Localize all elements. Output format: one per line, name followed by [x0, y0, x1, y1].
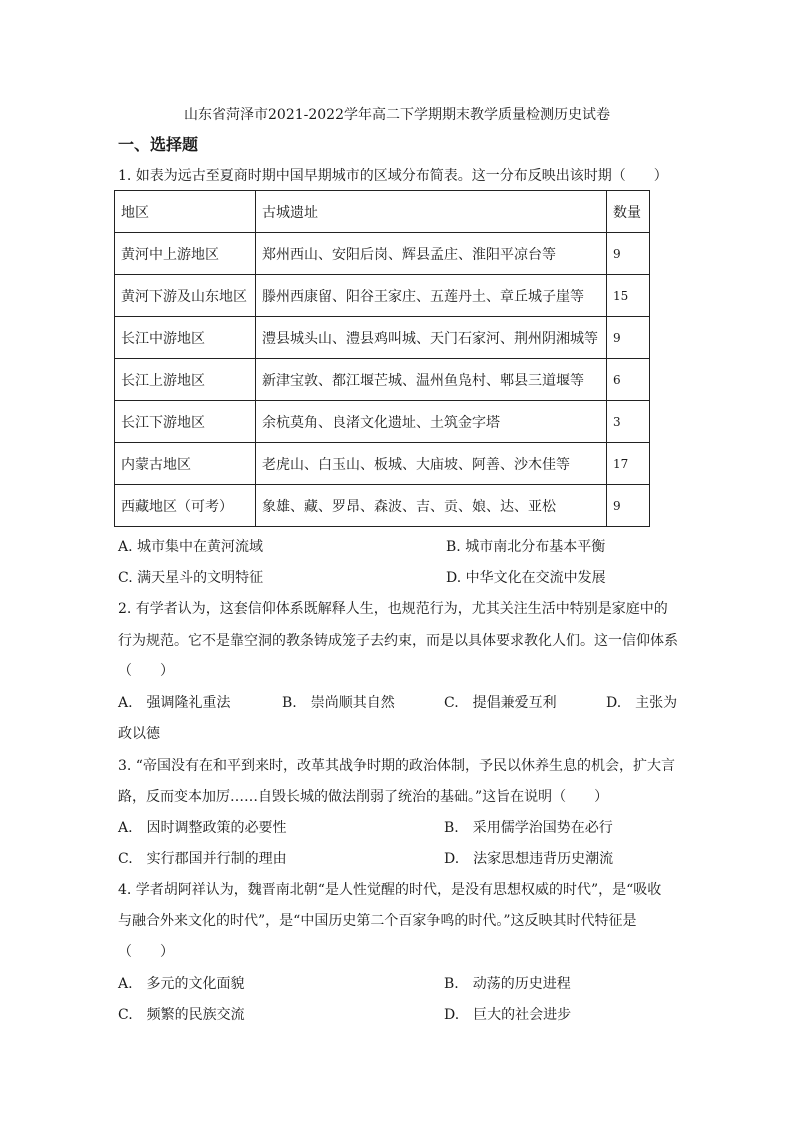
cell-count: 6 [607, 359, 650, 401]
q2-option-a: A. 强调隆礼重法 [118, 695, 231, 711]
q4-option-d: D. 巨大的社会进步 [444, 1007, 572, 1023]
city-distribution-table [114, 190, 650, 527]
cell-sites: 象雄、藏、罗昂、森波、吉、贡、娘、达、亚松 [256, 485, 607, 527]
cell-region: 长江上游地区 [115, 359, 256, 401]
q2-option-d: D. 主张为 [606, 695, 678, 711]
q1-option-d: D. 中华文化在交流中发展 [446, 570, 606, 586]
q2-option-c: C. 提倡兼爱互利 [444, 695, 557, 711]
cell-region: 内蒙古地区 [115, 443, 256, 485]
q4-option-a: A. 多元的文化面貌 [118, 976, 245, 992]
cell-region: 西藏地区（可考） [115, 485, 256, 527]
q3-option-c: C. 实行郡国并行制的理由 [118, 851, 287, 867]
cell-count: 3 [607, 401, 650, 443]
section-heading: 一、选择题 [118, 135, 199, 154]
cell-region: 黄河中上游地区 [115, 233, 256, 275]
table-row [115, 233, 650, 275]
q4-stem-line2: 与融合外来文化的时代”，是“中国历史第二个百家争鸣的时代。”这反映其时代特征是 [118, 913, 637, 929]
q2-stem-line1: 2. 有学者认为，这套信仰体系既解释人生，也规范行为，尤其关注生活中特别是家庭中的 [118, 601, 668, 617]
table-row [115, 275, 650, 317]
q3-stem-line1: 3. “帝国没有在和平到来时，改革其战争时期的政治体制，予民以休养生息的机会，扩大言 [118, 758, 675, 774]
table-row [115, 317, 650, 359]
cell-sites: 滕州西康留、阳谷王家庄、五莲丹土、章丘城子崖等 [256, 275, 607, 317]
q1-option-b: B. 城市南北分布基本平衡 [446, 539, 606, 555]
cell-region: 长江下游地区 [115, 401, 256, 443]
table-row [115, 401, 650, 443]
cell-region: 长江中游地区 [115, 317, 256, 359]
q4-option-c: C. 频繁的民族交流 [118, 1007, 245, 1023]
cell-count: 9 [607, 233, 650, 275]
q2-option-d-wrap: 政以德 [118, 726, 160, 742]
table-row [115, 443, 650, 485]
cell-sites: 澧县城头山、澧县鸡叫城、天门石家河、荆州阴湘城等 [256, 317, 607, 359]
q2-answer-blank: （ ） [118, 663, 174, 679]
cell-count: 9 [607, 317, 650, 359]
q4-option-b: B. 动荡的历史进程 [444, 976, 571, 992]
q1-stem: 1. 如表为远古至夏商时期中国早期城市的区域分布简表。这一分布反映出该时期（ ） [118, 168, 668, 184]
cell-sites: 新津宝敦、都江堰芒城、温州鱼凫村、郫县三道堰等 [256, 359, 607, 401]
cell-count: 9 [607, 485, 650, 527]
q2-stem-line2: 行为规范。它不是靠空洞的教条铸成笼子去约束，而是以具体要求教化人们。这一信仰体系 [118, 633, 678, 649]
q3-stem-line2: 路，反而变本加厉……自毁长城的做法削弱了统治的基础。”这旨在说明（ ） [118, 789, 609, 805]
cell-sites: 余杭莫角、良渚文化遗址、土筑金字塔 [256, 401, 607, 443]
q1-option-a: A. 城市集中在黄河流域 [118, 539, 264, 555]
table-row [115, 359, 650, 401]
cell-region: 黄河下游及山东地区 [115, 275, 256, 317]
q4-answer-blank: （ ） [118, 944, 174, 960]
table-row [115, 485, 650, 527]
cell-count: 15 [607, 275, 650, 317]
exam-title: 山东省菏泽市2021-2022学年高二下学期期末教学质量检测历史试卷 [184, 107, 610, 123]
table-header-row [115, 191, 650, 233]
header-region: 地区 [115, 191, 256, 233]
q1-option-c: C. 满天星斗的文明特征 [118, 570, 264, 586]
cell-count: 17 [607, 443, 650, 485]
q3-option-b: B. 采用儒学治国势在必行 [444, 820, 613, 836]
header-sites: 古城遗址 [256, 191, 607, 233]
q2-option-b: B. 崇尚顺其自然 [282, 695, 395, 711]
header-count: 数量 [607, 191, 650, 233]
q4-stem-line1: 4. 学者胡阿祥认为，魏晋南北朝“是人性觉醒的时代，是没有思想权威的时代”，是“吸收 [118, 882, 662, 898]
cell-sites: 老虎山、白玉山、板城、大庙坡、阿善、沙木佳等 [256, 443, 607, 485]
q3-option-d: D. 法家思想违背历史潮流 [444, 851, 614, 867]
q3-option-a: A. 因时调整政策的必要性 [118, 820, 287, 836]
cell-sites: 郑州西山、安阳后岗、辉县孟庄、淮阳平凉台等 [256, 233, 607, 275]
